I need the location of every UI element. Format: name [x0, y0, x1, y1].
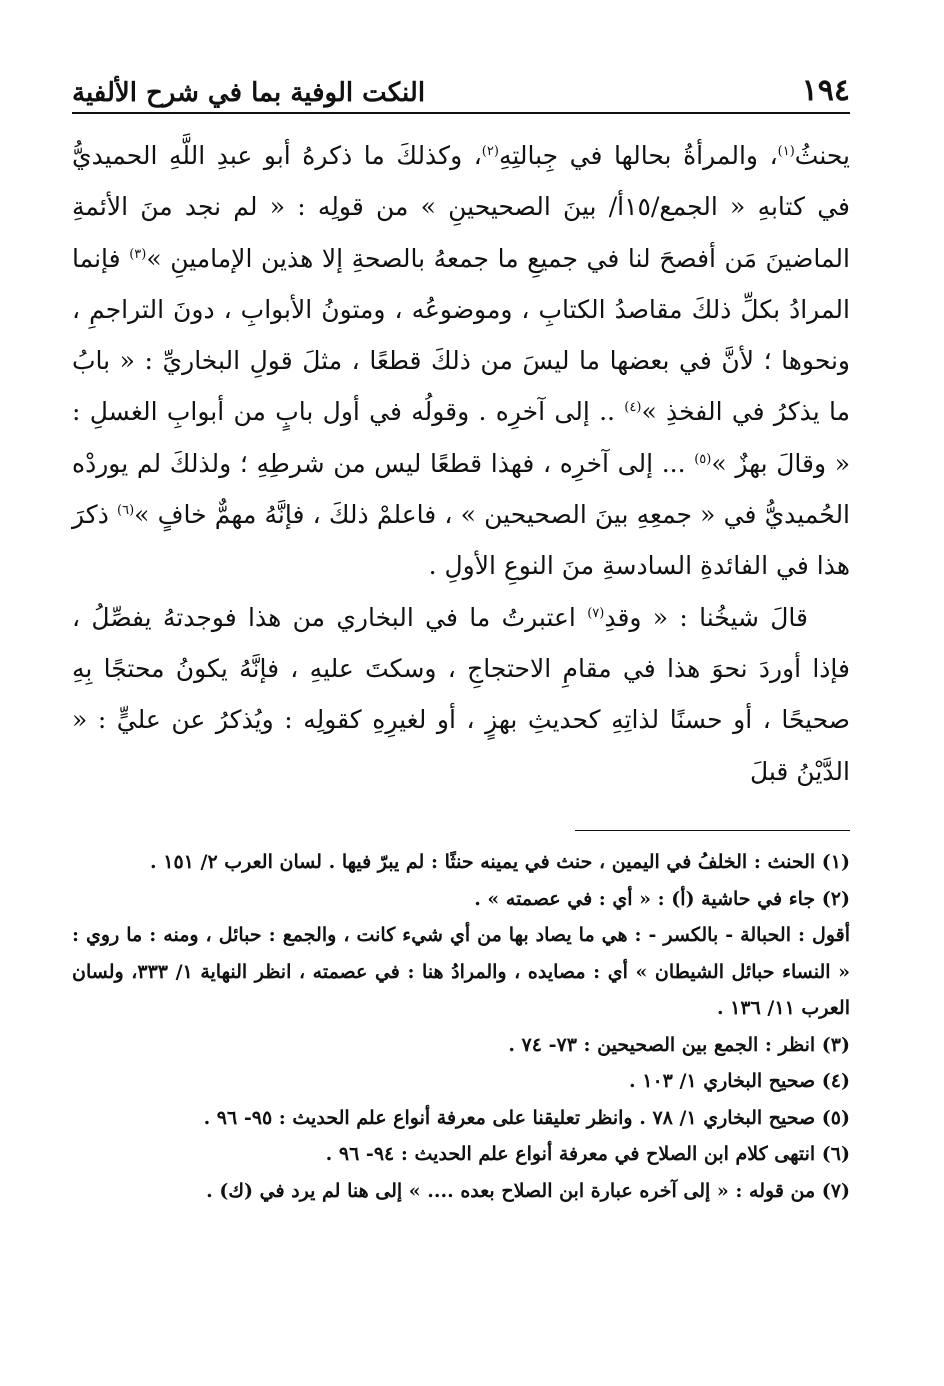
- footnote-5: (٥) صحيح البخاري ١/ ٧٨ . وانظر تعليقنا على معرفة أنواع علم الحديث : ٩٥- ٩٦ .: [203, 1106, 850, 1129]
- text-run: فإنما المرادُ بكلِّ ذلكَ مقاصدُ الكتابِ ، وموضوعُه ، ومتونُ الأبوابِ ، دونَ التراجمِ ، ونحوها ؛ لأنَّ في بعضها ما ليسَ من ذلكَ قطعًا ، مثلَ قولِ البخاريِّ : « بابُ ما يذكرُ في الفخذِ »: [72, 243, 851, 427]
- footnote-ref: (٥): [694, 451, 712, 467]
- footnote-2: (٢) جاء في حاشية (أ) : « أي : في عصمته » .: [474, 887, 850, 910]
- footnotes-section: [72, 844, 850, 1209]
- main-text: [72, 130, 850, 797]
- footnote-ref: (٧): [587, 605, 605, 621]
- footnote-4: (٤) صحيح البخاري ١/ ١٠٣ .: [629, 1070, 850, 1092]
- text-run: يحنثُ: [794, 141, 850, 170]
- footnote-3: (٣) انظر : الجمع بين الصحيحين : ٧٣- ٧٤ .: [508, 1033, 850, 1056]
- footnote-separator: [575, 830, 850, 831]
- page-number: ١٩٤: [801, 73, 850, 108]
- footnote-ref: (٤): [624, 400, 642, 416]
- book-page: [72, 62, 850, 1362]
- running-title: النكت الوفية بما في شرح الألفية: [72, 78, 426, 108]
- text-run: .. إلى آخرِه . وقولُه في أول بابٍ من أبوابِ الغسلِ : « وقالَ بهزٌ »: [72, 397, 851, 478]
- text-run: اعتبرتُ ما في البخاري من هذا فوجدتهُ يفصِّلُ ، فإذا أوردَ نحوَ هذا في مقامِ الاحتجاجِ ، وسكتَ عليهِ ، فإنَّهُ يكونُ محتجًا بِهِ صحيحًا ، أو حسنًا لذاتِهِ كحديثِ بهزٍ ، أو لغيرِهِ كقولِه : ويُذكرُ عن عليٍّ : « الدَّيْنُ قبلَ: [72, 602, 850, 786]
- footnote-ref: (١): [777, 144, 795, 159]
- text-run: ، وكذلكَ ما ذكرهُ أبو عبدِ اللَّهِ الحميديُّ في كتابهِ « الجمع/١٥أ/ بينَ الصحيحينِ » من قولِه : « لم نجد منَ الأئمةِ الماضينَ مَن أفصحَ لنا في جميعِ ما جمعهُ بالصحةِ إلا هذين الإمامينِ »: [72, 141, 850, 273]
- text-run: ، والمرأةُ بحالها في جِبالتِهِ: [498, 141, 778, 170]
- footnote-1: (١) الحنث : الخلفُ في اليمين ، حنث في يمينه حنثًا : لم يبرّ فيها . لسان العرب ٢/ ١٥١ .: [150, 851, 850, 873]
- paragraph-1: [72, 130, 850, 592]
- footnote-ref: (٢): [481, 144, 499, 159]
- text-run: ... إلى آخرِه ، فهذا قطعًا ليس من شرطِهِ ؛ ولذلكَ لم يوردْه الحُميديُّ في « جمعِهِ بينَ الصحيحين » ، فاعلمْ ذلكَ ، فإنَّهُ مهمٌّ خافٍ »: [72, 448, 851, 530]
- footnote-ref: (٣): [129, 246, 147, 262]
- footnote-7: (٧) من قوله : « إلى آخره عبارة ابن الصلاح بعده .... » إلى هنا لم يرد في (ك) .: [206, 1179, 850, 1202]
- footnote-ref: (٦): [117, 503, 135, 519]
- paragraph-2: [72, 592, 850, 797]
- footnote-6: (٦) انتهى كلام ابن الصلاح في معرفة أنواع علم الحديث : ٩٤- ٩٦ .: [325, 1143, 850, 1165]
- text-run: قالَ شيخُنا : « وقدِ: [604, 602, 808, 632]
- page-header: [72, 62, 850, 114]
- footnote-2-continuation: أقول : الحبالة - بالكسر - : هي ما يصاد بها من أي شيء كانت ، والجمع : حبائل ، ومنه : ما روي : « النساء حبائل الشيطان » أي : مصايده ، والمرادُ هنا : في عصمته ، انظر النهاية ١/ ٣٣٣، ولسان العرب ١١/ ١٣٦ .: [72, 924, 851, 1019]
- text-run: ذكرَ هذا في الفائدةِ السادسةِ منَ النوعِ الأولِ .: [72, 500, 850, 581]
